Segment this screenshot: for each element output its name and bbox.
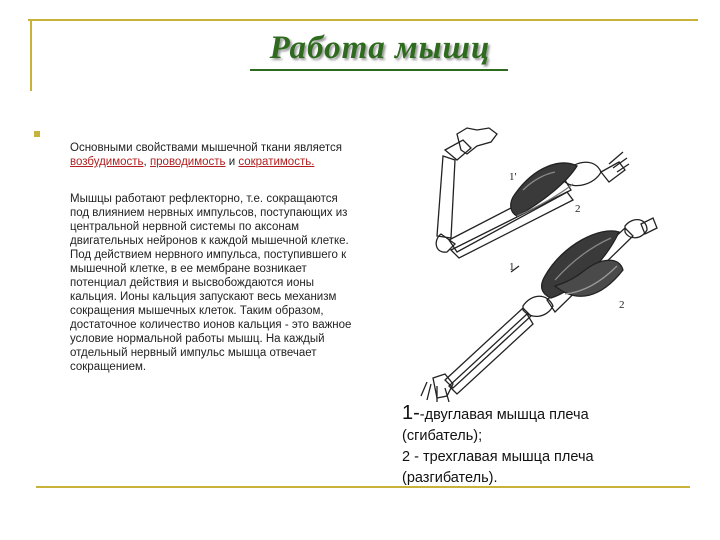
frame-top-line bbox=[28, 19, 698, 21]
caption-line-2: (сгибатель); bbox=[402, 428, 483, 444]
property-contractility: сократимость. bbox=[238, 156, 315, 168]
figure-caption bbox=[402, 403, 702, 489]
label-bottom-2: 2 bbox=[619, 299, 625, 311]
caption-number: 1- bbox=[402, 402, 420, 424]
caption-line-4: (разгибатель). bbox=[402, 470, 498, 486]
paragraph-properties bbox=[70, 141, 355, 169]
bullet-marker bbox=[34, 131, 40, 137]
slide-title: Работа мышц bbox=[269, 30, 491, 66]
caption-line-3: 2 - трехглавая мышца плеча bbox=[402, 449, 594, 465]
paragraph-reflex: Мышцы работают рефлекторно, т.е. сокращаются под влиянием нервных импульсов, поступающих из центральной нервной системы по аксонам двигательных нейронов к каждой мышечной клетке. Под действием нервного импульса, поступившего к мышечной клетке, в ее мембране возникает потенциал действия и высвобождаются ионы кальция. Ионы кальция запускают весь механизм сокращения мышечных клеток. Таким образом, достаточное количество ионов кальция - это важное условие нормальной работы мышц. На каждый отдельный нервный импульс мышца отвечает сокращением. bbox=[70, 193, 352, 373]
label-bottom-1: 1 bbox=[509, 261, 515, 273]
properties-separator: и bbox=[225, 156, 239, 168]
property-conductivity: проводимость bbox=[149, 156, 226, 168]
property-excitability: возбудимость bbox=[70, 156, 144, 168]
label-top-1: 1' bbox=[509, 171, 517, 183]
properties-separator: , bbox=[143, 156, 150, 168]
label-top-2: 2 bbox=[575, 203, 581, 215]
arm-muscles-illustration bbox=[405, 120, 665, 410]
title-underline bbox=[250, 69, 508, 71]
properties-intro: Основными свойствами мышечной ткани является bbox=[70, 142, 342, 154]
caption-biceps: -двуглавая мышца плеча bbox=[419, 407, 589, 423]
caption-line-1 bbox=[402, 403, 702, 426]
